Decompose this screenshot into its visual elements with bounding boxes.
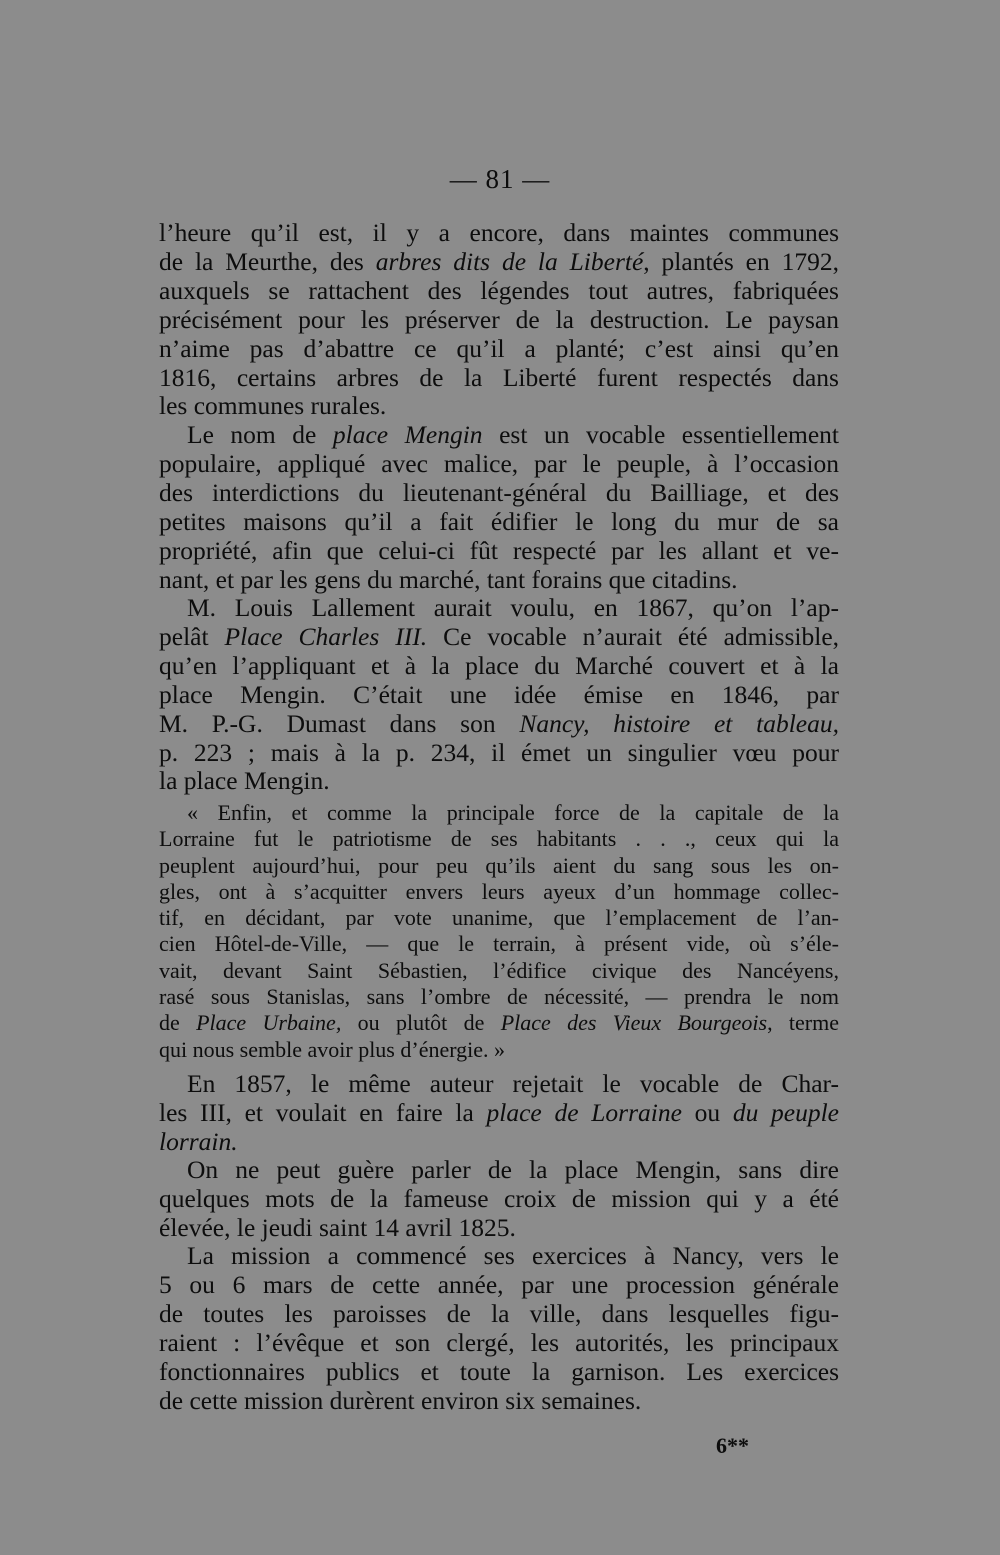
text-line: quelques mots de la fameuse croix de mission qui y a été	[159, 1183, 839, 1213]
paragraph-5	[159, 1156, 839, 1243]
text-line: qu’en l’appliquant et à la place du Marché couvert et à la	[159, 650, 839, 680]
text-line: p. 223 ; mais à la p. 234, il émet un singulier vœu pour	[159, 737, 839, 767]
text-line: auxquels se rattachent des légendes tout autres, fabriquées	[159, 275, 839, 305]
text-line: l’heure qu’il est, il y a encore, dans maintes communes	[159, 218, 839, 247]
text-line: Lorraine fut le patriotisme de ses habitants . . ., ceux qui la	[159, 826, 839, 852]
text-line: tif, en décidant, par vote unanime, que l’emplacement de l’an-	[159, 905, 839, 931]
text-line: vait, devant Saint Sébastien, l’édifice civique des Nancéyens,	[159, 957, 839, 983]
text-line: précisément pour les préserver de la destruction. Le paysan	[159, 304, 839, 334]
italic-term: Place Urbaine,	[196, 1010, 342, 1036]
text-line: 5 ou 6 mars de cette année, par une procession générale	[159, 1269, 839, 1299]
paragraph-4	[159, 1070, 839, 1157]
text-line: M. P.-G. Dumast dans son Nancy, histoire et tableau,	[159, 708, 839, 738]
text-line: petites maisons qu’il a fait édifier le long du mur de sa	[159, 506, 839, 536]
paragraph-2	[159, 421, 839, 594]
text-line: Le nom de place Mengin est un vocable essentiellement	[187, 420, 839, 449]
paragraph-6	[159, 1242, 839, 1415]
italic-term: place de Lorraine	[486, 1097, 682, 1127]
text-line: de la Meurthe, des arbres dits de la Liberté, plantés en 1792,	[159, 246, 839, 276]
text-line: M. Louis Lallement aurait voulu, en 1867, qu’on l’ap-	[187, 593, 839, 622]
italic-term: du peuple	[732, 1097, 840, 1127]
text-line: propriété, afin que celui-ci fût respecté par les allant et ve-	[159, 535, 839, 565]
text-line: gles, ont à s’acquitter envers leurs ayeux d’un hommage collec-	[159, 878, 839, 904]
paragraph-1	[159, 219, 839, 421]
text-line: rasé sous Stanislas, sans l’ombre de nécessité, — prendra le nom	[159, 984, 839, 1010]
italic-term: arbres dits de la Liberté	[375, 246, 644, 276]
text-line: 1816, certains arbres de la Liberté furent respectés dans	[159, 362, 839, 392]
text-line: « Enfin, et comme la principale force de la capitale de la	[187, 800, 839, 825]
text-line: les III, et voulait en faire la place de Lorraine ou du peuple	[159, 1097, 840, 1127]
text-line: de Place Urbaine, ou plutôt de Place des Vieux Bourgeois, terme	[159, 1010, 840, 1036]
text-line: raient : l’évêque et son clergé, les autorités, les principaux	[159, 1327, 839, 1357]
text-line: nant, et par les gens du marché, tant forains que citadins.	[159, 564, 738, 594]
text-line: cien Hôtel-de-Ville, — que le terrain, à présent vide, où s’éle-	[159, 931, 839, 957]
italic-term: Place des Vieux Bourgeois	[500, 1010, 768, 1036]
text-line: qui nous semble avoir plus d’énergie. »	[159, 1036, 506, 1062]
text-line: fonctionnaires publics et toute la garnison. Les exercices	[159, 1356, 839, 1386]
signature-mark: 6**	[716, 1433, 749, 1458]
text-line: des interdictions du lieutenant-général du Bailliage, et des	[159, 477, 839, 507]
italic-term: Place Charles III.	[224, 621, 428, 651]
text-line: élevée, le jeudi saint 14 avril 1825.	[159, 1212, 516, 1242]
text-line: peuplent aujourd’hui, pour peu qu’ils aient du sang sous les on-	[159, 852, 839, 878]
text-line: En 1857, le même auteur rejetait le vocable de Char-	[187, 1069, 839, 1098]
quotation	[159, 800, 839, 1063]
text-line	[159, 1128, 839, 1157]
text-line: les communes rurales.	[159, 391, 387, 421]
paragraph-3	[159, 594, 839, 796]
text-line: place Mengin. C’était une idée émise en 1846, par	[159, 679, 839, 709]
text-line: de cette mission durèrent environ six semaines.	[159, 1385, 642, 1415]
text-line: n’aime pas d’abattre ce qu’il a planté; c’est ainsi qu’en	[159, 333, 839, 363]
text-line: de toutes les paroisses de la ville, dans lesquelles figu-	[159, 1298, 839, 1328]
italic-term: lorrain.	[159, 1126, 238, 1156]
text-line: La mission a commencé ses exercices à Nancy, vers le	[187, 1241, 839, 1270]
text-line: pelât Place Charles III. Ce vocable n’aurait été admissible,	[159, 621, 840, 651]
text-line: la place Mengin.	[159, 766, 330, 796]
italic-term: Nancy, histoire et tableau,	[519, 708, 839, 738]
text-line: populaire, appliqué avec malice, par le peuple, à l’occasion	[159, 448, 839, 478]
page-number: — 81 —	[449, 164, 551, 194]
text-line: On ne peut guère parler de la place Mengin, sans dire	[187, 1155, 839, 1184]
italic-term: place Mengin	[332, 420, 483, 449]
